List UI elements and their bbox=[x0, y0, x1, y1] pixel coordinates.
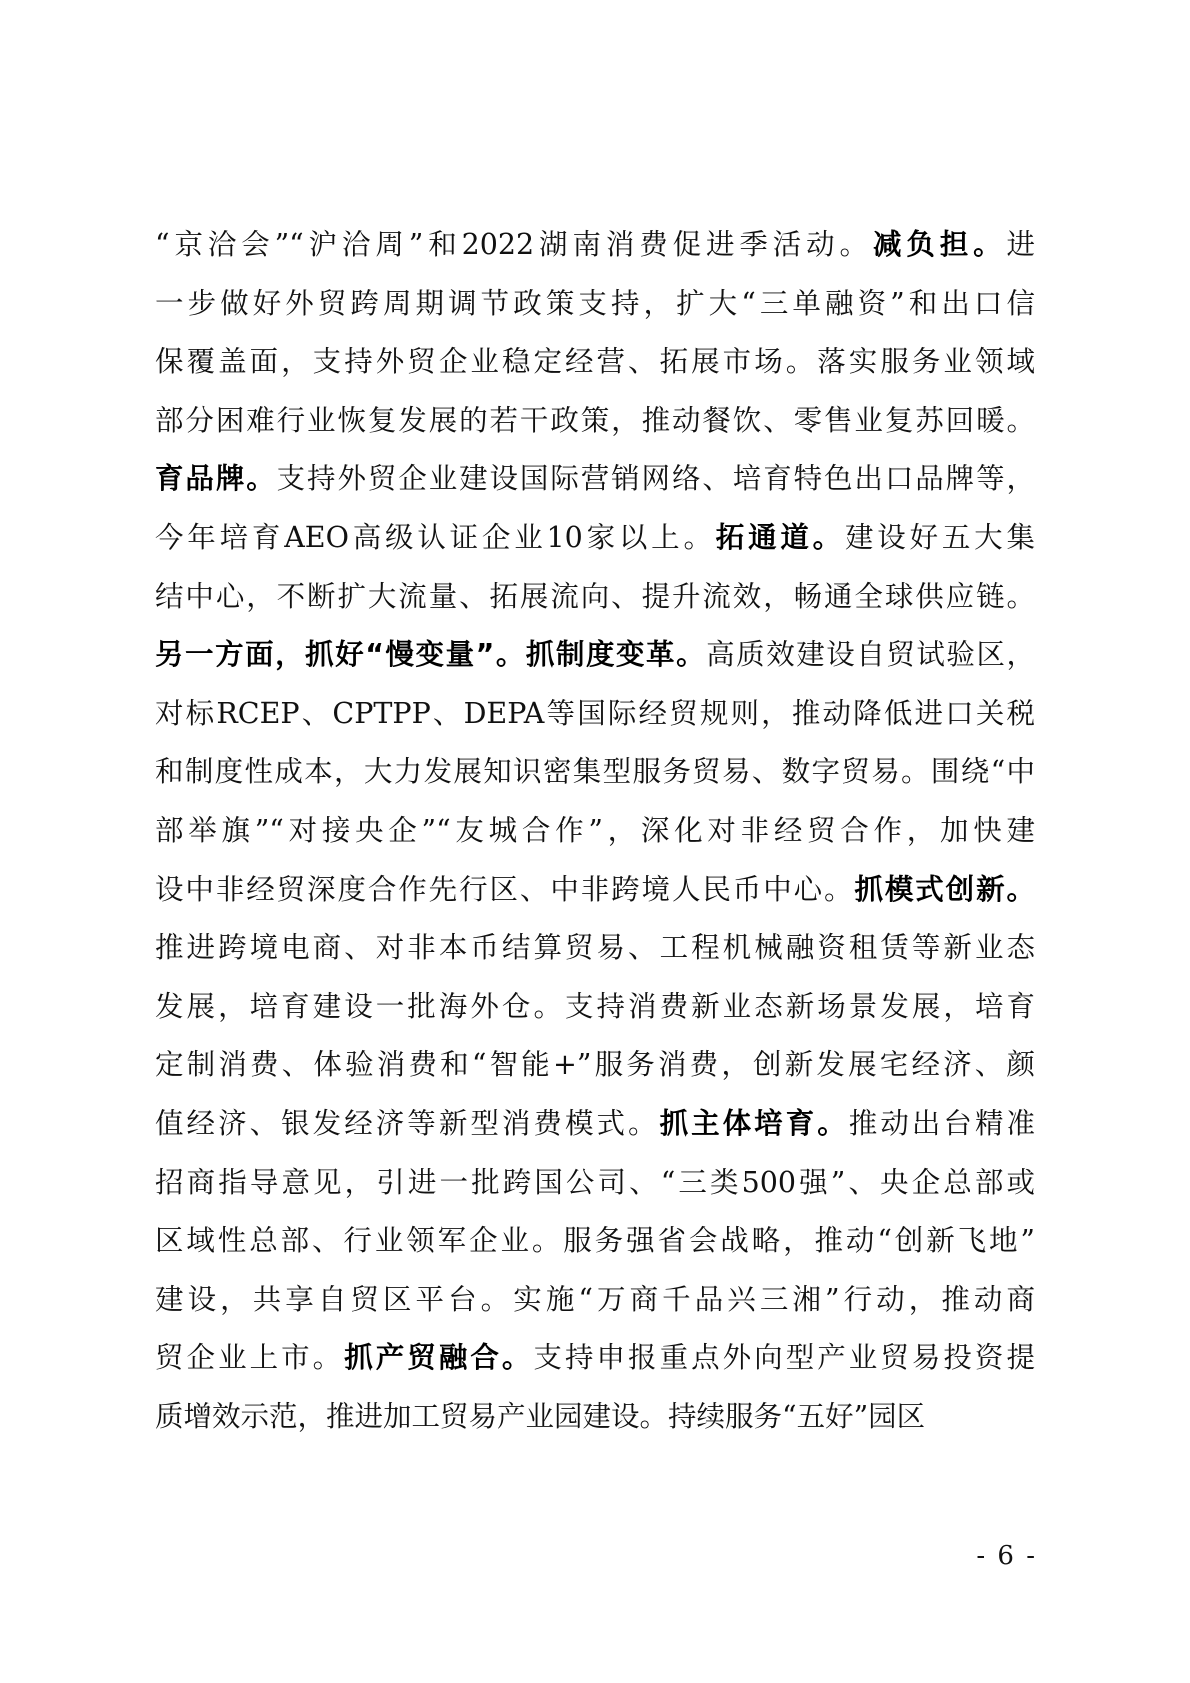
text-line bbox=[155, 1095, 1035, 1154]
bold-heading-run: 拓通道。 bbox=[715, 520, 845, 554]
text-line bbox=[155, 450, 1035, 509]
text-run: 质增效示范，推进加工贸易产业园建设。持续服务“五好”园区 bbox=[155, 1399, 926, 1433]
bold-heading-run: 育品牌。 bbox=[155, 462, 277, 496]
text-run: 高质效建设自贸试验区， bbox=[706, 638, 1035, 672]
text-line bbox=[155, 1154, 1035, 1213]
text-run: 定制消费、体验消费和“智能+”服务消费，创新发展宅经济、颜 bbox=[155, 1048, 1035, 1082]
text-run: 区域性总部、行业领军企业。服务强省会战略，推动“创新飞地” bbox=[155, 1224, 1035, 1258]
bold-heading-run: 另一方面，抓好“慢变量”。抓制度变革。 bbox=[155, 638, 707, 672]
text-line bbox=[155, 919, 1035, 978]
text-run: 部分困难行业恢复发展的若干政策，推动餐饮、零售业复苏回暖。 bbox=[155, 403, 1035, 437]
bold-heading-run: 抓模式创新。 bbox=[854, 872, 1035, 906]
text-line bbox=[155, 216, 1035, 275]
text-line bbox=[155, 1271, 1035, 1330]
text-line bbox=[155, 1329, 1035, 1388]
text-run: 设中非经贸深度合作先行区、中非跨境人民币中心。 bbox=[155, 872, 855, 906]
text-run: 推动出台精准 bbox=[848, 1106, 1035, 1140]
text-line bbox=[155, 861, 1035, 920]
text-run: 今年培育AEO高级认证企业10家以上。 bbox=[155, 520, 716, 554]
page-number: - 6 - bbox=[976, 1541, 1037, 1571]
text-line bbox=[155, 1388, 1035, 1447]
text-run: 支持外贸企业建设国际营销网络、培育特色出口品牌等， bbox=[276, 462, 1035, 496]
text-line bbox=[155, 978, 1035, 1037]
text-run: 招商指导意见，引进一批跨国公司、“三类500强”、央企总部或 bbox=[155, 1165, 1035, 1199]
text-line bbox=[155, 1036, 1035, 1095]
text-run: 推进跨境电商、对非本币结算贸易、工程机械融资租赁等新业态 bbox=[155, 931, 1035, 965]
text-line bbox=[155, 1212, 1035, 1271]
text-run: 支持申报重点外向型产业贸易投资提 bbox=[533, 1341, 1035, 1375]
bold-heading-run: 抓主体培育。 bbox=[659, 1106, 849, 1140]
text-line bbox=[155, 509, 1035, 568]
text-run: 结中心，不断扩大流量、拓展流向、提升流效，畅通全球供应链。 bbox=[155, 579, 1035, 613]
text-run: 部举旗”“对接央企”“友城合作”，深化对非经贸合作，加快建 bbox=[155, 813, 1035, 847]
text-run: 贸企业上市。 bbox=[155, 1341, 345, 1375]
text-run: 和制度性成本，大力发展知识密集型服务贸易、数字贸易。围绕“中 bbox=[155, 755, 1035, 789]
text-line bbox=[155, 392, 1035, 451]
text-run: 建设好五大集 bbox=[844, 520, 1035, 554]
text-run: 进 bbox=[1006, 228, 1035, 261]
document-body bbox=[155, 216, 1035, 1446]
text-run: 值经济、银发经济等新型消费模式。 bbox=[155, 1106, 660, 1140]
text-run: 一步做好外贸跨周期调节政策支持，扩大“三单融资”和出口信 bbox=[155, 286, 1035, 320]
text-line bbox=[155, 685, 1035, 744]
text-line bbox=[155, 802, 1035, 861]
text-run: 对标RCEP、CPTPP、DEPA等国际经贸规则，推动降低进口关税 bbox=[155, 696, 1035, 730]
text-run: 保覆盖面，支持外贸企业稳定经营、拓展市场。落实服务业领域 bbox=[155, 345, 1035, 379]
text-run: 建设，共享自贸区平台。实施“万商千品兴三湘”行动，推动商 bbox=[155, 1282, 1035, 1316]
text-run: “京洽会”“沪洽周”和2022湖南消费促进季活动。 bbox=[155, 228, 873, 261]
text-line bbox=[155, 333, 1035, 392]
bold-heading-run: 减负担。 bbox=[872, 228, 1007, 261]
text-line bbox=[155, 743, 1035, 802]
text-run: 发展，培育建设一批海外仓。支持消费新业态新场景发展，培育 bbox=[155, 989, 1035, 1023]
text-line bbox=[155, 568, 1035, 627]
bold-heading-run: 抓产贸融合。 bbox=[344, 1341, 534, 1375]
text-line bbox=[155, 626, 1035, 685]
text-line bbox=[155, 275, 1035, 334]
